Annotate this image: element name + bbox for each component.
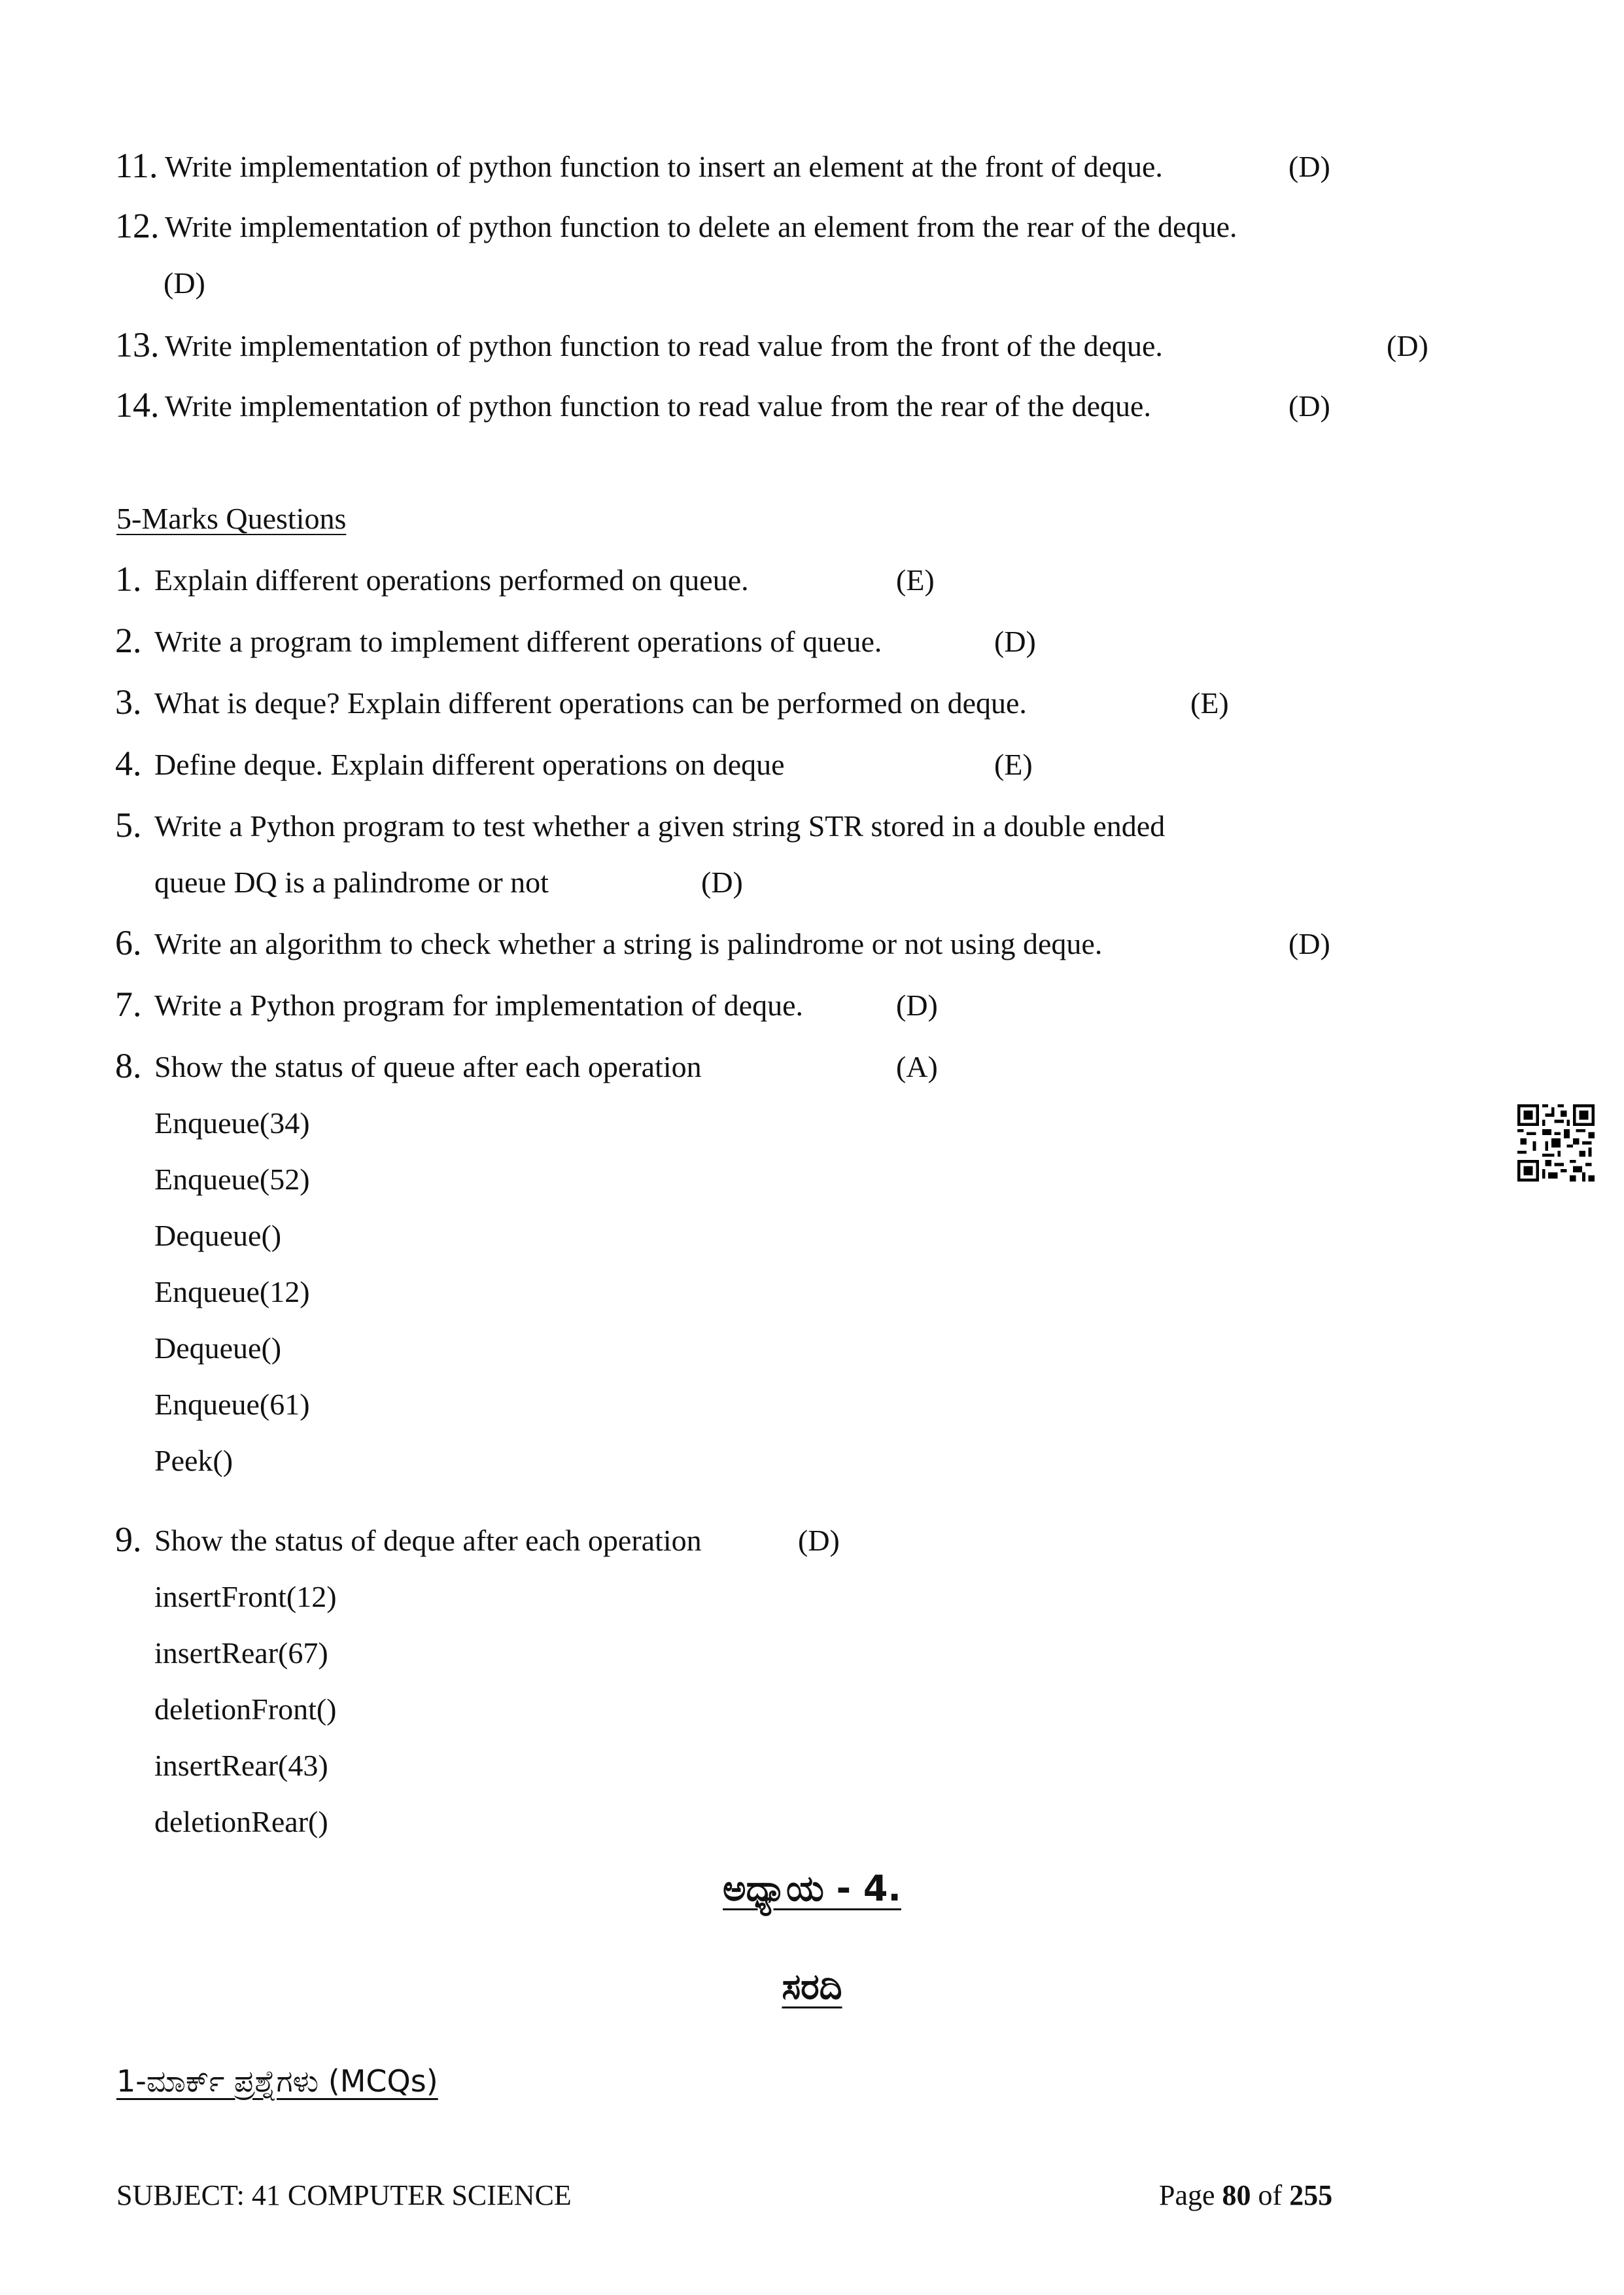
footer-subject: SUBJECT: 41 COMPUTER SCIENCE	[116, 2179, 572, 2211]
question-number: 9.	[115, 1520, 142, 1559]
difficulty-level: (E)	[896, 563, 935, 597]
difficulty-level: (E)	[994, 748, 1033, 781]
page-prefix: Page	[1159, 2179, 1222, 2211]
queue-operation: Enqueue(52)	[154, 1163, 310, 1196]
question-text: Write a Python program for implementation of deque.	[154, 989, 803, 1022]
question-text: Write implementation of python function to read value from the front of the deque.	[165, 329, 1163, 362]
question-text: Write a Python program to test whether a given string STR stored in a double ended	[154, 809, 1166, 843]
difficulty-level: (A)	[896, 1050, 938, 1083]
question-number: 12.	[115, 206, 160, 245]
queue-operation: Enqueue(61)	[154, 1388, 310, 1421]
question-number: 2.	[115, 621, 142, 660]
deque-operation: insertRear(43)	[154, 1749, 328, 1782]
question-text: Explain different operations performed on queue.	[154, 563, 749, 597]
chapter-title: ಅಧ್ಯಾಯ - 4.	[723, 1868, 901, 1909]
queue-operation: Peek()	[154, 1444, 233, 1477]
difficulty-level: (D)	[798, 1524, 840, 1557]
page-current: 80	[1222, 2179, 1251, 2211]
deque-operation: deletionFront()	[154, 1692, 337, 1726]
question-number: 14.	[115, 385, 160, 425]
difficulty-level: (D)	[164, 266, 205, 300]
queue-operation: Enqueue(34)	[154, 1106, 310, 1140]
difficulty-level: (D)	[1288, 927, 1330, 960]
difficulty-level: (D)	[1288, 150, 1330, 183]
chapter-subtitle: ಸರದಿ	[782, 1966, 842, 2007]
question-text: Write implementation of python function to read value from the rear of the deque.	[165, 389, 1151, 423]
question-text: Write an algorithm to check whether a string is palindrome or not using deque.	[154, 927, 1103, 960]
deque-operation: deletionRear()	[154, 1805, 328, 1838]
question-text-continued: queue DQ is a palindrome or not	[154, 866, 549, 899]
deque-operation: insertFront(12)	[154, 1580, 337, 1613]
question-number: 13.	[115, 325, 160, 364]
question-number: 7.	[115, 985, 142, 1024]
question-number: 8.	[115, 1046, 142, 1085]
queue-operation: Dequeue()	[154, 1219, 282, 1252]
question-text: Show the status of deque after each operation	[154, 1524, 702, 1557]
difficulty-level: (D)	[896, 989, 938, 1022]
deque-operation: insertRear(67)	[154, 1636, 328, 1670]
difficulty-level: (D)	[1387, 329, 1428, 362]
footer-page-number	[1159, 2181, 1332, 2210]
qr-code-icon	[1517, 1104, 1595, 1182]
question-text: Show the status of queue after each operation	[154, 1050, 702, 1083]
difficulty-level: (D)	[994, 625, 1036, 658]
question-text: Define deque. Explain different operations on deque	[154, 748, 785, 781]
question-number: 4.	[115, 744, 142, 783]
question-number: 6.	[115, 923, 142, 962]
question-text: Write implementation of python function to delete an element from the rear of the deque.	[165, 210, 1237, 243]
queue-operation: Dequeue()	[154, 1331, 282, 1365]
difficulty-level: (E)	[1190, 686, 1229, 720]
queue-operation: Enqueue(12)	[154, 1275, 310, 1308]
question-number: 1.	[115, 559, 142, 599]
question-text: Write a program to implement different operations of queue.	[154, 625, 882, 658]
question-number: 11.	[115, 146, 158, 185]
page-total: 255	[1289, 2179, 1333, 2211]
question-text: What is deque? Explain different operations can be performed on deque.	[154, 686, 1027, 720]
question-text: Write implementation of python function to insert an element at the front of deque.	[165, 150, 1163, 183]
difficulty-level: (D)	[1288, 389, 1330, 423]
page-of: of	[1251, 2179, 1290, 2211]
mcq-section-heading: 1-ಮಾರ್ಕ್ ಪ್ರಶ್ನೆಗಳು (MCQs)	[116, 2063, 438, 2099]
difficulty-level: (D)	[701, 866, 743, 899]
question-number: 3.	[115, 682, 142, 722]
question-number: 5.	[115, 805, 142, 845]
section-heading-5-marks: 5-Marks Questions	[116, 502, 347, 535]
